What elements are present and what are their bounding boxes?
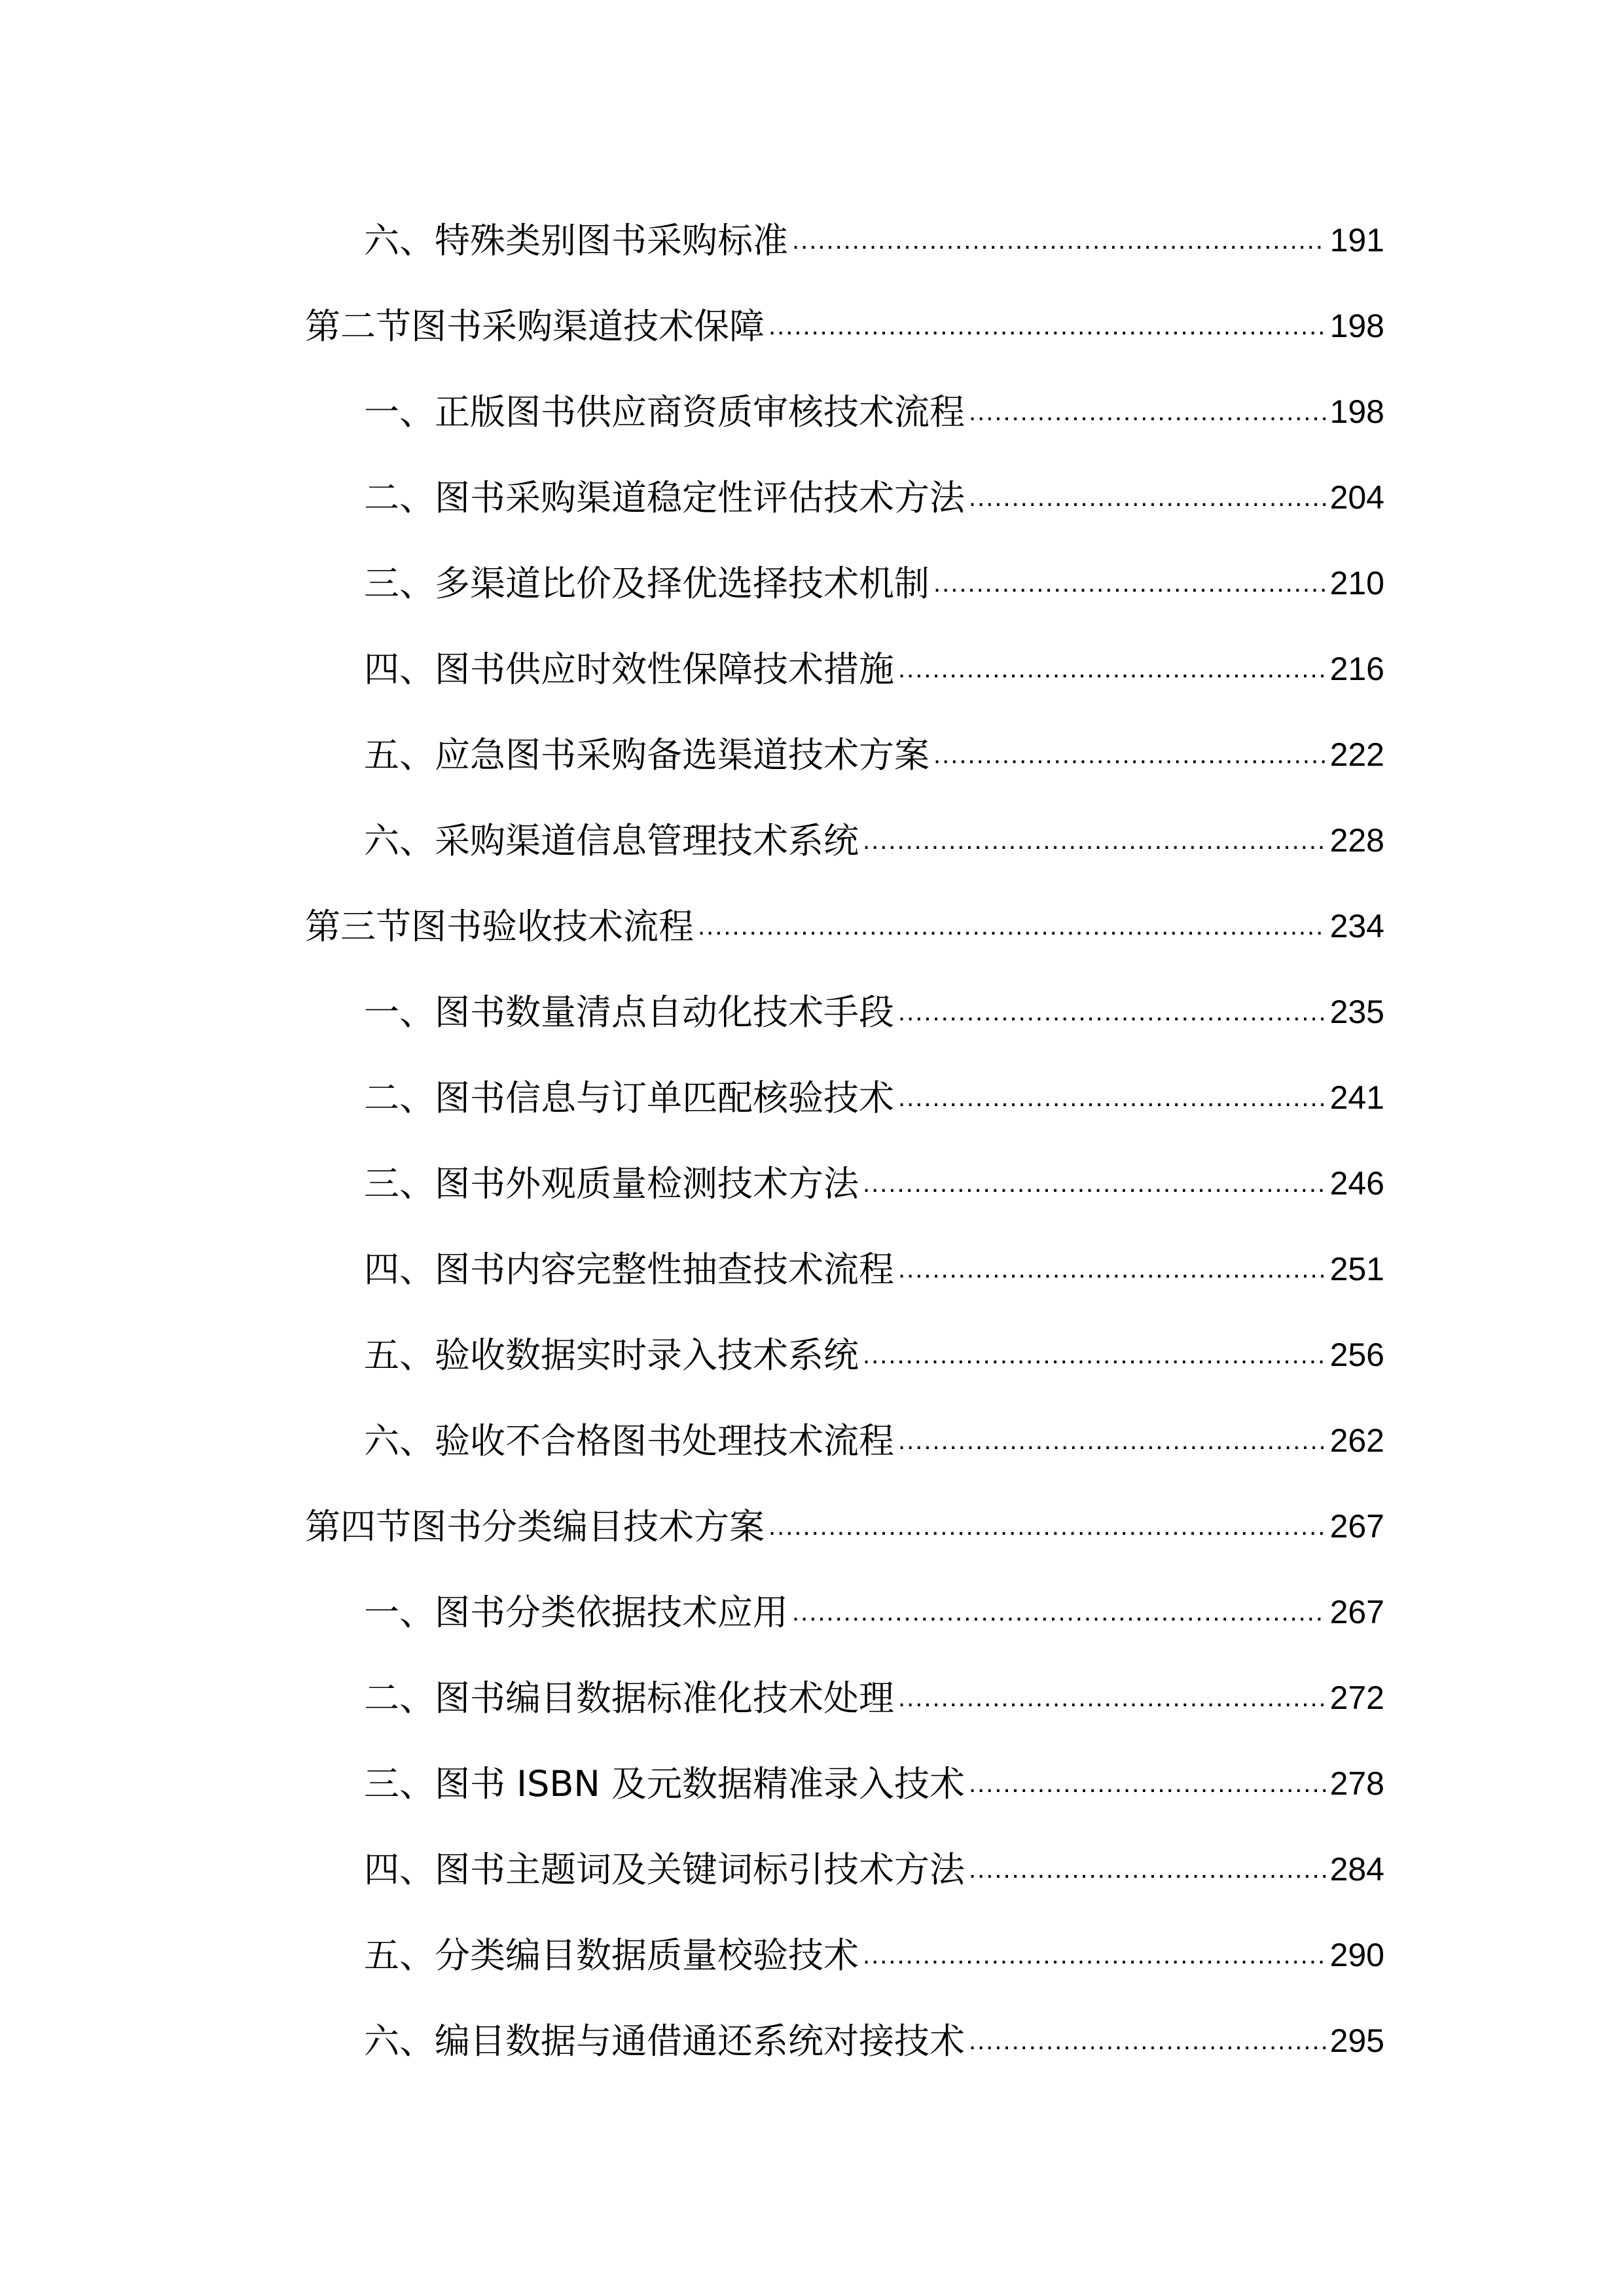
toc-entry-title: 第四节图书分类编目技术方案 bbox=[305, 1506, 765, 1547]
toc-entry-page-number: 251 bbox=[1329, 1251, 1384, 1287]
toc-entry-title: 四、图书内容完整性抽查技术流程 bbox=[364, 1249, 894, 1290]
dot-leader bbox=[969, 369, 1326, 455]
dot-leader bbox=[863, 1141, 1326, 1227]
toc-subsection-entry[interactable] bbox=[305, 1141, 1384, 1227]
toc-entry-title: 四、图书供应时效性保障技术措施 bbox=[364, 649, 894, 690]
toc-entry-title: 第三节图书验收技术流程 bbox=[305, 906, 694, 947]
toc-subsection-entry[interactable] bbox=[305, 1312, 1384, 1398]
toc-subsection-entry[interactable] bbox=[305, 1055, 1384, 1141]
dot-leader bbox=[969, 455, 1326, 541]
toc-subsection-entry[interactable] bbox=[305, 1655, 1384, 1741]
toc-entry-page-number: 235 bbox=[1329, 994, 1384, 1030]
toc-entry-page-number: 228 bbox=[1329, 822, 1384, 859]
toc-entry-page-number: 234 bbox=[1329, 908, 1384, 944]
toc-subsection-entry[interactable] bbox=[305, 1998, 1384, 2084]
toc-entry-page-number: 284 bbox=[1329, 1851, 1384, 1888]
toc-subsection-entry[interactable] bbox=[305, 1827, 1384, 1912]
toc-entry-page-number: 241 bbox=[1329, 1079, 1384, 1116]
dot-leader bbox=[792, 1570, 1326, 1655]
toc-entry-page-number: 278 bbox=[1329, 1765, 1384, 1802]
toc-entry-title: 第二节图书采购渠道技术保障 bbox=[305, 306, 765, 347]
dot-leader bbox=[898, 1398, 1326, 1484]
dot-leader bbox=[863, 1912, 1326, 1998]
toc-entry-page-number: 246 bbox=[1329, 1165, 1384, 1202]
toc-entry-title: 二、图书信息与订单匹配核验技术 bbox=[364, 1077, 894, 1119]
toc-entry-title: 二、图书编目数据标准化技术处理 bbox=[364, 1677, 894, 1719]
toc-subsection-entry[interactable] bbox=[305, 1741, 1384, 1827]
toc-section-entry[interactable] bbox=[305, 884, 1384, 969]
toc-entry-page-number: 222 bbox=[1329, 736, 1384, 773]
toc-entry-page-number: 262 bbox=[1329, 1422, 1384, 1459]
toc-entry-page-number: 198 bbox=[1329, 308, 1384, 344]
toc-entry-title: 六、采购渠道信息管理技术系统 bbox=[364, 820, 859, 861]
toc-section-entry[interactable] bbox=[305, 283, 1384, 369]
toc-subsection-entry[interactable] bbox=[305, 541, 1384, 626]
toc-subsection-entry[interactable] bbox=[305, 1227, 1384, 1312]
toc-entry-title: 一、正版图书供应商资质审核技术流程 bbox=[364, 391, 965, 433]
toc-entry-title: 五、分类编目数据质量校验技术 bbox=[364, 1935, 859, 1976]
toc-subsection-entry[interactable] bbox=[305, 712, 1384, 798]
toc-entry-title: 四、图书主题词及关键词标引技术方法 bbox=[364, 1849, 965, 1890]
dot-leader bbox=[933, 712, 1326, 798]
dot-leader bbox=[898, 969, 1326, 1055]
toc-entry-page-number: 191 bbox=[1329, 222, 1384, 259]
dot-leader bbox=[898, 1655, 1326, 1741]
toc-entry-page-number: 267 bbox=[1329, 1594, 1384, 1630]
toc-subsection-entry[interactable] bbox=[305, 969, 1384, 1055]
toc-entry-title: 一、图书分类依据技术应用 bbox=[364, 1592, 788, 1633]
dot-leader bbox=[863, 1312, 1326, 1398]
toc-entry-page-number: 290 bbox=[1329, 1937, 1384, 1973]
toc-entry-page-number: 267 bbox=[1329, 1508, 1384, 1545]
toc-subsection-entry[interactable] bbox=[305, 455, 1384, 541]
toc-entry-title: 一、图书数量清点自动化技术手段 bbox=[364, 992, 894, 1033]
toc-entry-title: 五、应急图书采购备选渠道技术方案 bbox=[364, 734, 929, 776]
toc-entry-title: 三、图书 ISBN 及元数据精准录入技术 bbox=[364, 1763, 965, 1804]
dot-leader bbox=[969, 1998, 1326, 2084]
dot-leader bbox=[863, 798, 1326, 884]
dot-leader bbox=[698, 884, 1326, 969]
toc-subsection-entry[interactable] bbox=[305, 369, 1384, 455]
dot-leader bbox=[768, 283, 1326, 369]
toc-subsection-entry[interactable] bbox=[305, 198, 1384, 283]
dot-leader bbox=[933, 541, 1326, 626]
toc-subsection-entry[interactable] bbox=[305, 1398, 1384, 1484]
dot-leader bbox=[969, 1827, 1326, 1912]
dot-leader bbox=[969, 1741, 1326, 1827]
toc-subsection-entry[interactable] bbox=[305, 798, 1384, 884]
dot-leader bbox=[768, 1484, 1326, 1570]
toc-entry-title: 五、验收数据实时录入技术系统 bbox=[364, 1335, 859, 1376]
dot-leader bbox=[898, 626, 1326, 712]
toc-entry-page-number: 295 bbox=[1329, 2022, 1384, 2059]
toc-entry-page-number: 256 bbox=[1329, 1336, 1384, 1373]
toc-entry-page-number: 216 bbox=[1329, 651, 1384, 687]
toc-entry-page-number: 210 bbox=[1329, 565, 1384, 601]
toc-entry-title: 三、图书外观质量检测技术方法 bbox=[364, 1163, 859, 1204]
dot-leader bbox=[898, 1055, 1326, 1141]
toc-entry-title: 六、特殊类别图书采购标准 bbox=[364, 220, 788, 261]
toc-entry-title: 六、验收不合格图书处理技术流程 bbox=[364, 1420, 894, 1462]
dot-leader bbox=[792, 198, 1326, 283]
toc-subsection-entry[interactable] bbox=[305, 626, 1384, 712]
toc-entry-title: 三、多渠道比价及择优选择技术机制 bbox=[364, 563, 929, 604]
toc-entry-page-number: 272 bbox=[1329, 1679, 1384, 1716]
table-of-contents bbox=[305, 198, 1384, 2084]
dot-leader bbox=[898, 1227, 1326, 1312]
toc-subsection-entry[interactable] bbox=[305, 1912, 1384, 1998]
toc-entry-title: 六、编目数据与通借通还系统对接技术 bbox=[364, 2020, 965, 2062]
toc-entry-page-number: 204 bbox=[1329, 479, 1384, 516]
toc-subsection-entry[interactable] bbox=[305, 1570, 1384, 1655]
toc-entry-title: 二、图书采购渠道稳定性评估技术方法 bbox=[364, 477, 965, 518]
toc-section-entry[interactable] bbox=[305, 1484, 1384, 1570]
toc-entry-page-number: 198 bbox=[1329, 393, 1384, 430]
